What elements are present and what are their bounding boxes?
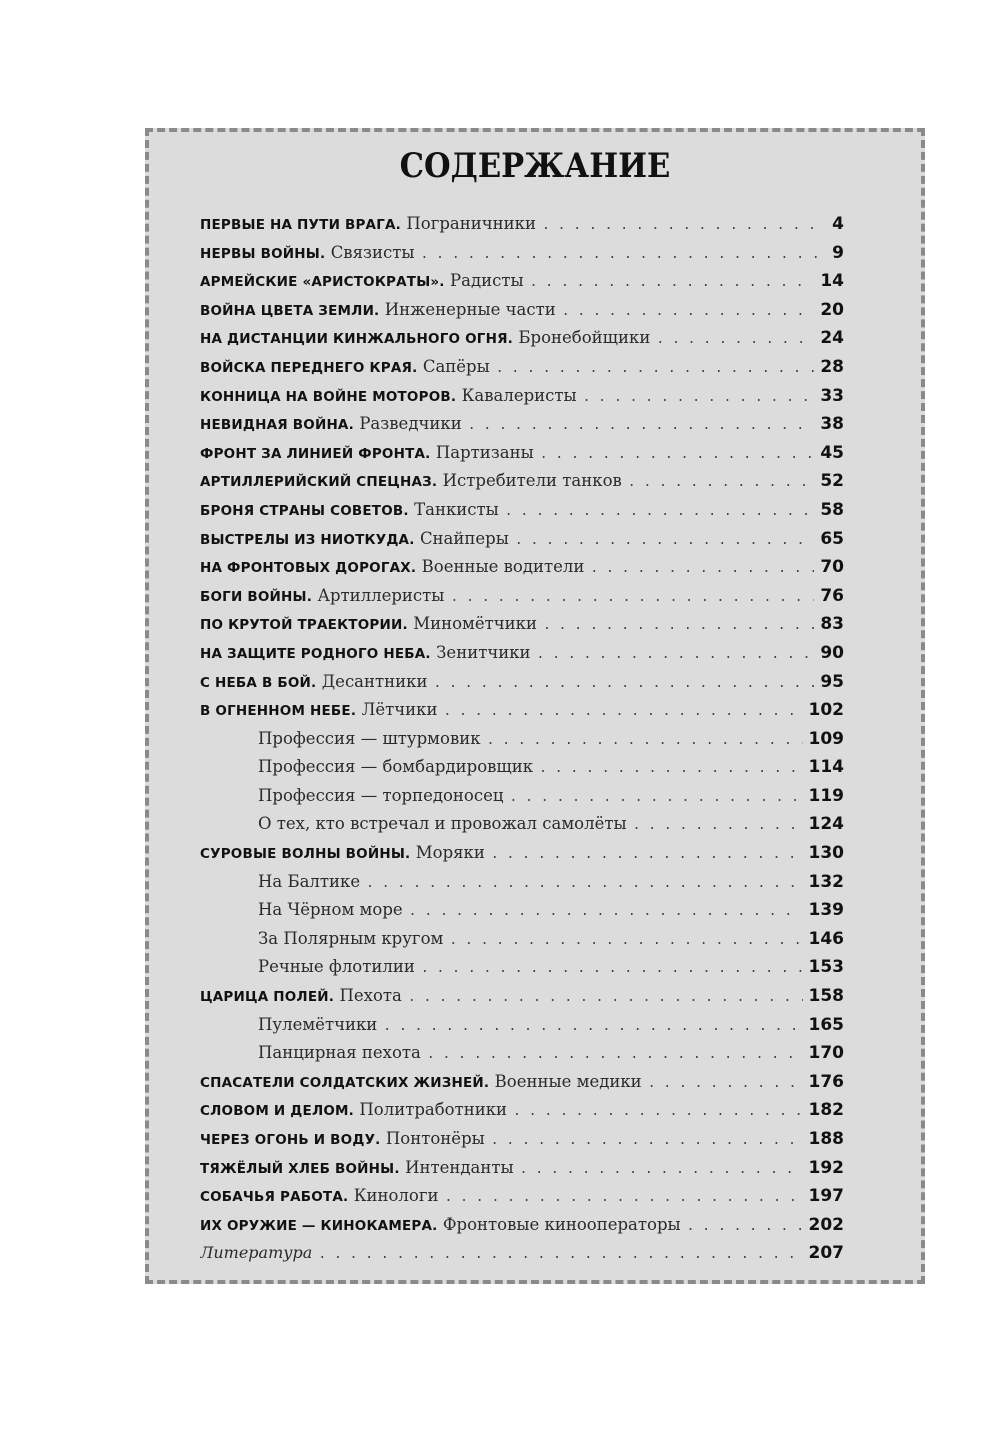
entry-text xyxy=(200,586,444,606)
entry-heading: НА ДИСТАНЦИИ КИНЖАЛЬНОГО ОГНЯ. xyxy=(200,331,514,348)
page-number: 124 xyxy=(808,814,844,835)
entry-text xyxy=(200,471,622,491)
entry-description: Профессия — штурмовик xyxy=(258,728,481,748)
dot-leader xyxy=(542,218,826,233)
dot-leader xyxy=(487,733,803,748)
entry-description: Артиллеристы xyxy=(317,585,445,605)
dot-leader xyxy=(318,1247,802,1262)
toc-entry[interactable] xyxy=(200,872,844,901)
toc-entry[interactable] xyxy=(200,814,844,843)
toc-entry[interactable] xyxy=(200,900,844,929)
entry-text xyxy=(200,986,402,1006)
page-number: 20 xyxy=(820,299,844,320)
entry-text xyxy=(200,672,427,692)
toc-list xyxy=(200,214,844,1272)
toc-entry[interactable] xyxy=(200,729,844,758)
entry-heading: НЕВИДНАЯ ВОЙНА. xyxy=(200,417,354,434)
dot-leader xyxy=(530,275,815,290)
dot-leader xyxy=(513,1104,802,1119)
dot-leader xyxy=(628,475,815,490)
page-number: 146 xyxy=(808,928,844,949)
entry-description: Пехота xyxy=(339,986,402,1006)
toc-entry[interactable] xyxy=(200,414,844,443)
entry-text xyxy=(200,414,462,434)
page-number: 33 xyxy=(820,385,844,406)
page-number: 182 xyxy=(808,1100,844,1121)
toc-entry[interactable] xyxy=(200,243,844,272)
entry-description: Партизаны xyxy=(435,442,534,462)
toc-entry[interactable] xyxy=(200,643,844,672)
dot-leader xyxy=(444,1190,802,1205)
entry-description: Кавалеристы xyxy=(461,385,577,405)
toc-entry[interactable] xyxy=(200,757,844,786)
page-number: 114 xyxy=(808,757,844,778)
toc-entry[interactable] xyxy=(200,1158,844,1187)
entry-text xyxy=(200,929,443,949)
dot-leader xyxy=(443,704,802,719)
entry-text xyxy=(200,300,556,320)
dot-leader xyxy=(687,1219,803,1234)
dot-leader xyxy=(543,618,814,633)
entry-heading: НА ФРОНТОВЫХ ДОРОГАХ. xyxy=(200,560,417,577)
entry-text xyxy=(200,1043,421,1063)
entry-description: На Чёрном море xyxy=(258,900,403,920)
toc-entry[interactable] xyxy=(200,471,844,500)
entry-heading: В ОГНЕННОМ НЕБЕ. xyxy=(200,703,357,720)
entry-text xyxy=(200,500,499,520)
page-number: 207 xyxy=(808,1243,844,1264)
entry-text xyxy=(200,1243,312,1263)
page-number: 188 xyxy=(808,1129,844,1149)
entry-description: Военные медики xyxy=(494,1071,642,1091)
page-number: 132 xyxy=(808,871,844,892)
toc-entry[interactable] xyxy=(200,1129,844,1158)
page-number: 95 xyxy=(820,671,844,692)
entry-text xyxy=(200,214,536,234)
dot-leader xyxy=(427,1047,803,1062)
entry-description: Пулемётчики xyxy=(258,1014,378,1034)
entry-heading: АРМЕЙСКИЕ «АРИСТОКРАТЫ». xyxy=(200,274,445,291)
toc-entry[interactable] xyxy=(200,357,844,386)
entry-text xyxy=(200,243,415,263)
entry-text xyxy=(200,328,650,348)
page-number: 76 xyxy=(820,585,844,606)
dot-leader xyxy=(383,1019,802,1034)
page-number: 109 xyxy=(808,728,844,749)
entry-heading: ЧЕРЕЗ ОГОНЬ И ВОДУ. xyxy=(200,1132,381,1148)
entry-description: На Балтике xyxy=(258,871,361,891)
toc-box xyxy=(145,128,925,1284)
dot-leader xyxy=(537,647,815,662)
entry-text xyxy=(200,271,524,291)
dot-leader xyxy=(421,961,803,976)
entry-heading: ИХ ОРУЖИЕ — КИНОКАМЕРА. xyxy=(200,1217,438,1234)
page-number: 45 xyxy=(820,442,844,463)
toc-entry[interactable] xyxy=(200,929,844,958)
toc-entry[interactable] xyxy=(200,672,844,701)
toc-entry[interactable] xyxy=(200,957,844,986)
entry-text xyxy=(200,357,490,377)
entry-heading: АРТИЛЛЕРИЙСКИЙ СПЕЦНАЗ. xyxy=(200,474,438,491)
toc-entry[interactable] xyxy=(200,614,844,643)
toc-entry[interactable] xyxy=(200,786,844,815)
toc-entry[interactable] xyxy=(200,500,844,529)
entry-description: Снайперы xyxy=(419,528,509,548)
entry-text xyxy=(200,1015,377,1035)
page-number: 38 xyxy=(820,414,844,435)
page-number: 52 xyxy=(820,471,844,492)
page-number: 192 xyxy=(808,1157,844,1178)
entry-heading: КОННИЦА НА ВОЙНЕ МОТОРОВ. xyxy=(200,388,457,405)
entry-description: Фронтовые кинооператоры xyxy=(442,1214,681,1234)
entry-heading: СОБАЧЬЯ РАБОТА. xyxy=(200,1189,349,1206)
entry-heading: СЛОВОМ И ДЕЛОМ. xyxy=(200,1103,354,1120)
page-number: 165 xyxy=(808,1014,844,1035)
entry-text xyxy=(200,1158,514,1178)
toc-entry[interactable] xyxy=(200,1100,844,1129)
entry-heading: ПЕРВЫЕ НА ПУТИ ВРАГА. xyxy=(200,217,401,233)
entry-text xyxy=(200,814,627,834)
dot-leader xyxy=(656,332,814,347)
entry-heading: ВОЙСКА ПЕРЕДНЕГО КРАЯ. xyxy=(200,359,418,376)
dot-leader xyxy=(633,818,803,833)
entry-description: О тех, кто встречал и провожал самолёты xyxy=(258,814,627,834)
entry-text xyxy=(200,700,437,720)
page-number: 9 xyxy=(832,242,844,263)
page-number: 58 xyxy=(820,499,844,520)
page-number: 197 xyxy=(808,1186,844,1207)
entry-text xyxy=(200,900,403,920)
page-number: 170 xyxy=(808,1043,844,1064)
entry-heading: ЦАРИЦА ПОЛЕЙ. xyxy=(200,989,335,1006)
dot-leader xyxy=(515,533,814,548)
toc-entry[interactable] xyxy=(200,1186,844,1215)
dot-leader xyxy=(539,761,802,776)
page-number: 139 xyxy=(808,900,844,921)
toc-entry[interactable] xyxy=(200,557,844,586)
page-number: 90 xyxy=(820,642,844,663)
dot-leader xyxy=(433,676,814,691)
dot-leader xyxy=(421,247,827,262)
entry-italic-title: Литература xyxy=(200,1243,313,1263)
dot-leader xyxy=(409,904,803,919)
entry-heading: ПО КРУТОЙ ТРАЕКТОРИИ. xyxy=(200,617,408,634)
entry-text xyxy=(200,1072,642,1092)
dot-leader xyxy=(648,1076,803,1091)
dot-leader xyxy=(505,504,815,519)
entry-text xyxy=(200,1215,681,1235)
entry-description: Радисты xyxy=(450,271,524,291)
dot-leader xyxy=(491,1133,803,1148)
entry-heading: НА ЗАЩИТЕ РОДНОГО НЕБА. xyxy=(200,645,431,662)
page-number: 153 xyxy=(808,957,844,978)
entry-text xyxy=(200,872,360,892)
entry-heading: БОГИ ВОЙНЫ. xyxy=(200,588,313,605)
entry-heading: СПАСАТЕЛИ СОЛДАТСКИХ ЖИЗНЕЙ. xyxy=(200,1074,490,1091)
dot-leader xyxy=(540,447,815,462)
entry-heading: НЕРВЫ ВОЙНЫ. xyxy=(200,245,326,262)
page-number: 14 xyxy=(820,271,844,292)
dot-leader xyxy=(450,590,814,605)
entry-text xyxy=(200,386,577,406)
entry-heading: С НЕБА В БОЙ. xyxy=(200,674,317,691)
entry-text xyxy=(200,1129,485,1149)
entry-text xyxy=(200,757,533,777)
entry-text xyxy=(200,557,584,577)
entry-description: Панцирная пехота xyxy=(258,1043,421,1063)
toc-entry[interactable] xyxy=(200,300,844,329)
toc-entry[interactable] xyxy=(200,386,844,415)
entry-description: Зенитчики xyxy=(436,642,531,662)
toc-entry[interactable] xyxy=(200,529,844,558)
dot-leader xyxy=(468,418,815,433)
page-number: 102 xyxy=(808,700,844,721)
entry-description: Истребители танков xyxy=(442,471,622,491)
entry-description: Танкисты xyxy=(414,499,499,519)
entry-text xyxy=(200,843,485,863)
page-number: 202 xyxy=(808,1214,844,1235)
toc-entry[interactable] xyxy=(200,443,844,472)
entry-heading: ВЫСТРЕЛЫ ИЗ НИОТКУДА. xyxy=(200,531,415,548)
dot-leader xyxy=(366,876,802,891)
entry-text xyxy=(200,1100,507,1120)
dot-leader xyxy=(590,561,814,576)
toc-entry[interactable] xyxy=(200,1043,844,1072)
entry-description: Военные водители xyxy=(421,557,585,577)
entry-text xyxy=(200,957,415,977)
toc-entry[interactable] xyxy=(200,586,844,615)
entry-heading: ТЯЖЁЛЫЙ ХЛЕБ ВОЙНЫ. xyxy=(200,1160,400,1177)
dot-leader xyxy=(491,847,803,862)
entry-heading: ФРОНТ ЗА ЛИНИЕЙ ФРОНТА. xyxy=(200,445,431,462)
page-title: СОДЕРЖАНИЕ xyxy=(399,146,671,186)
entry-description: Лётчики xyxy=(361,700,438,720)
page-number: 130 xyxy=(808,843,844,864)
entry-description: Политработники xyxy=(359,1100,508,1120)
dot-leader xyxy=(562,304,815,319)
entry-text xyxy=(200,614,537,634)
entry-description: Десантники xyxy=(321,671,428,691)
dot-leader xyxy=(509,790,802,805)
dot-leader xyxy=(520,1162,803,1177)
dot-leader xyxy=(583,390,815,405)
dot-leader xyxy=(408,990,803,1005)
dot-leader xyxy=(449,933,802,948)
entry-description: Интенданты xyxy=(405,1157,514,1177)
entry-heading: ВОЙНА ЦВЕТА ЗЕМЛИ. xyxy=(200,302,380,319)
entry-heading: СУРОВЫЕ ВОЛНЫ ВОЙНЫ. xyxy=(200,846,411,863)
entry-description: Речные флотилии xyxy=(258,957,415,977)
entry-description: Связисты xyxy=(330,242,415,262)
page-number: 24 xyxy=(820,328,844,349)
dot-leader xyxy=(496,361,815,376)
toc-entry[interactable] xyxy=(200,843,844,872)
entry-heading: БРОНЯ СТРАНЫ СОВЕТОВ. xyxy=(200,502,409,519)
toc-entry[interactable] xyxy=(200,271,844,300)
entry-description: Разведчики xyxy=(359,414,462,434)
entry-text xyxy=(200,1186,438,1206)
entry-text xyxy=(200,529,509,549)
page-number: 28 xyxy=(820,356,844,377)
page-number: 158 xyxy=(808,986,844,1007)
page-number: 4 xyxy=(832,214,844,234)
entry-description: Инженерные части xyxy=(384,299,556,319)
page-number: 70 xyxy=(820,557,844,578)
entry-description: Профессия — бомбардировщик xyxy=(258,757,534,777)
entry-description: Пограничники xyxy=(406,214,536,233)
entry-description: Профессия — торпедоносец xyxy=(258,785,504,805)
toc-entry[interactable] xyxy=(200,1243,844,1272)
entry-description: Понтонёры xyxy=(385,1129,485,1148)
toc-entry[interactable] xyxy=(200,986,844,1015)
page-number: 119 xyxy=(808,785,844,806)
page-number: 83 xyxy=(820,614,844,635)
entry-description: Миномётчики xyxy=(413,614,537,634)
page-number: 65 xyxy=(820,528,844,549)
entry-text xyxy=(200,643,531,663)
entry-description: Кинологи xyxy=(353,1186,439,1206)
toc-entry[interactable] xyxy=(200,328,844,357)
entry-description: Сапёры xyxy=(422,356,490,376)
page-number: 176 xyxy=(808,1071,844,1092)
entry-description: За Полярным кругом xyxy=(258,928,444,948)
toc-entry[interactable] xyxy=(200,1215,844,1244)
entry-text xyxy=(200,443,534,463)
entry-text xyxy=(200,786,503,806)
toc-entry[interactable] xyxy=(200,1015,844,1044)
toc-entry[interactable] xyxy=(200,214,844,243)
toc-entry[interactable] xyxy=(200,1072,844,1101)
toc-entry[interactable] xyxy=(200,700,844,729)
entry-text xyxy=(200,729,481,749)
entry-description: Моряки xyxy=(415,843,485,863)
entry-description: Бронебойщики xyxy=(518,328,651,348)
